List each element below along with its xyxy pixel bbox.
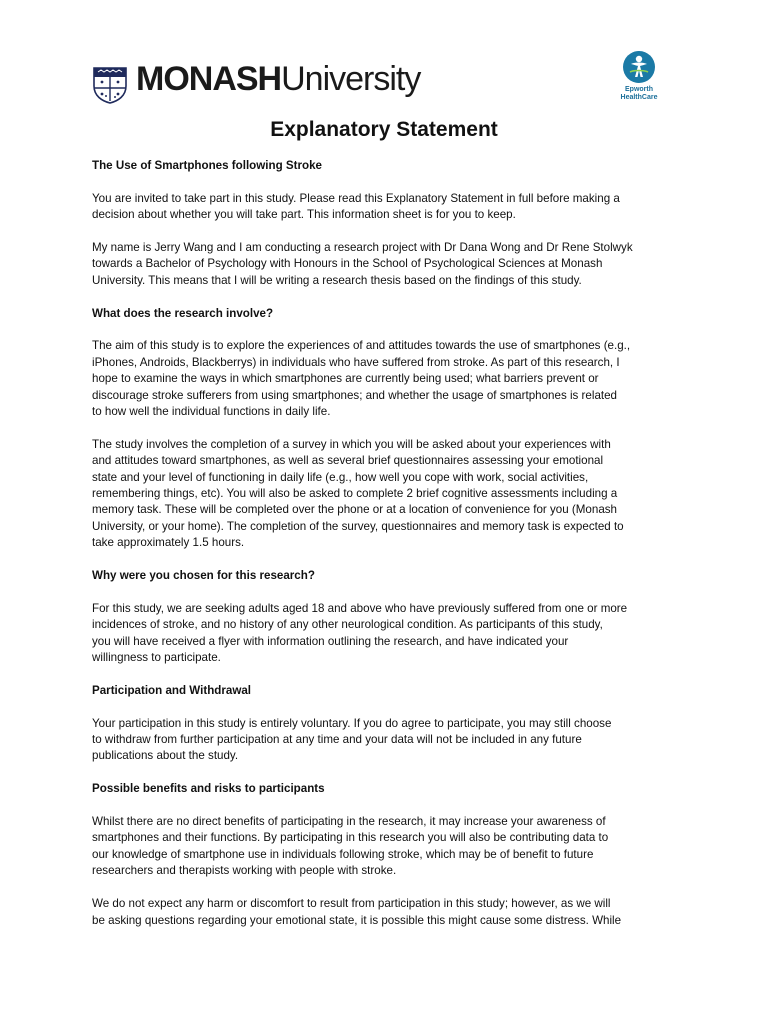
text-line: our knowledge of smartphone use in individuals following stroke, which may be of benefit to future: [92, 847, 594, 861]
text-line: Possible benefits and risks to participants: [92, 782, 325, 796]
section-heading: [92, 306, 722, 322]
document-body: [92, 158, 722, 945]
section-heading: [92, 781, 722, 797]
text-line: towards a Bachelor of Psychology with Honours in the School of Psychological Sciences at Monash: [92, 257, 603, 271]
document-title: Explanatory Statement: [270, 118, 498, 141]
text-line: smartphones and their functions. By participating in this research you will also be contributing data to: [92, 831, 609, 845]
body-paragraph: [92, 191, 722, 224]
epworth-logo-text: [614, 86, 664, 102]
text-line: to how well the individual functions in daily life.: [92, 405, 331, 419]
epworth-logo-text-line2: HealthCare: [620, 94, 658, 101]
text-line: publications about the study.: [92, 749, 239, 763]
section-heading: [92, 683, 722, 699]
text-line: you will have received a flyer with information outlining the research, and have indicated your: [92, 634, 569, 648]
university-name-bold: MONASH: [136, 60, 282, 98]
epworth-healthcare-logo: [614, 50, 664, 102]
text-line: University, or your home). The completion of the survey, questionnaires and memory task is expected to: [92, 519, 624, 533]
text-line: Whilst there are no direct benefits of participating in the research, it may increase your awareness of: [92, 815, 606, 829]
section-heading: [92, 568, 722, 584]
text-line: discourage stroke sufferers from using smartphones; and whether the usage of smartphones is related: [92, 388, 618, 402]
text-line: You are invited to take part in this study. Please read this Explanatory Statement in full before making a: [92, 191, 620, 205]
body-paragraph: [92, 601, 722, 667]
university-name-light: University: [281, 60, 421, 98]
text-line: incidences of stroke, and no history of any other neurological condition. As participants of this study,: [92, 618, 603, 632]
epworth-emblem-icon: [622, 50, 656, 84]
body-paragraph: [92, 814, 722, 880]
body-paragraph: [92, 338, 722, 420]
text-line: University. This means that I will be writing a research thesis based on the findings of this study.: [92, 273, 582, 287]
text-line: The study involves the completion of a survey in which you will be asked about your experiences with: [92, 437, 611, 451]
text-line: For this study, we are seeking adults aged 18 and above who have previously suffered from one or more: [92, 601, 628, 615]
text-line: researchers and therapists working with people with stroke.: [92, 864, 397, 878]
text-line: state and your level of functioning in daily life (e.g., how well you cope with work, social activities,: [92, 470, 589, 484]
text-line: be asking questions regarding your emotional state, it is possible this might cause some distress. While: [92, 913, 622, 927]
body-paragraph: [92, 437, 722, 552]
text-line: Your participation in this study is entirely voluntary. If you do agree to participate, you may still choose: [92, 716, 612, 730]
text-line: Why were you chosen for this research?: [92, 569, 315, 583]
text-line: to withdraw from further participation at any time and your data will not be included in any future: [92, 733, 582, 747]
text-line: take approximately 1.5 hours.: [92, 536, 245, 550]
epworth-logo-text-line1: Epworth: [625, 86, 653, 93]
body-paragraph: [92, 716, 722, 765]
text-line: Participation and Withdrawal: [92, 683, 252, 697]
text-line: and attitudes toward smartphones, as well as several brief questionnaires assessing your emotional: [92, 454, 604, 468]
monash-crest-logo: [92, 66, 128, 104]
text-line: remembering things, etc). You will also be asked to complete 2 brief cognitive assessments including a: [92, 487, 618, 501]
text-line: The aim of this study is to explore the experiences of and attitudes towards the use of smartphones (e.g.,: [92, 339, 631, 353]
text-line: What does the research involve?: [92, 306, 274, 320]
letterhead: [92, 50, 692, 110]
body-paragraph: [92, 896, 722, 929]
text-line: iPhones, Androids, Blackberrys) in individuals who have suffered from stroke. As part of this research, I: [92, 355, 620, 369]
text-line: We do not expect any harm or discomfort to result from participation in this study; however, as we will: [92, 897, 611, 911]
section-heading: [92, 158, 722, 174]
university-wordmark: [136, 60, 420, 98]
text-line: memory task. These will be completed over the phone or at a location of convenience for you (Monash: [92, 503, 618, 517]
text-line: hope to examine the ways in which smartphones are currently being used; what barriers prevent or: [92, 372, 599, 386]
text-line: decision about whether you will take part. This information sheet is for you to keep.: [92, 208, 516, 222]
text-line: willingness to participate.: [92, 651, 221, 665]
body-paragraph: [92, 240, 722, 289]
text-line: The Use of Smartphones following Stroke: [92, 159, 322, 172]
text-line: My name is Jerry Wang and I am conducting a research project with Dr Dana Wong and Dr Rene Stolwyk: [92, 241, 633, 254]
